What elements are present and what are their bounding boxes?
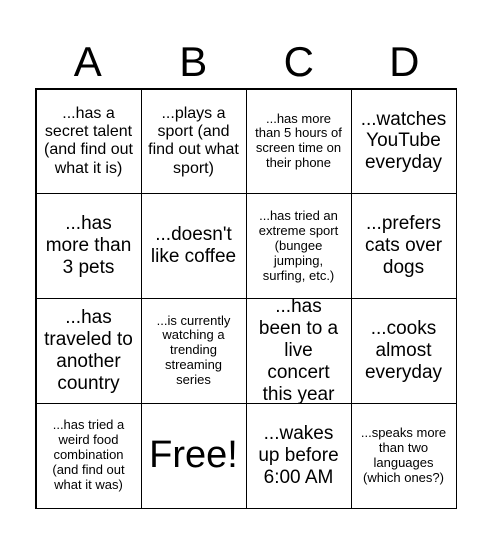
- bingo-cell[interactable]: ...prefers cats over dogs: [351, 193, 457, 299]
- bingo-cell[interactable]: ...has tried an extreme sport (bungee jumping, surfing, etc.): [246, 193, 352, 299]
- bingo-cell[interactable]: ...has more than 5 hours of screen time on their phone: [246, 89, 352, 195]
- bingo-cell[interactable]: ...has traveled to another country: [36, 298, 142, 404]
- bingo-cell[interactable]: ...wakes up before 6:00 AM: [246, 403, 352, 509]
- bingo-cell[interactable]: ...doesn't like coffee: [141, 193, 247, 299]
- bingo-cell[interactable]: ...watches YouTube everyday: [351, 89, 457, 195]
- bingo-header: [35, 36, 457, 88]
- bingo-cell[interactable]: ...has more than 3 pets: [36, 193, 142, 299]
- bingo-cell[interactable]: ...has tried a weird food combination (and find out what it was): [36, 403, 142, 509]
- bingo-cell[interactable]: ...plays a sport (and find out what sport): [141, 89, 247, 195]
- bingo-grid: [35, 88, 457, 509]
- bingo-cell[interactable]: ...has been to a live concert this year: [246, 298, 352, 404]
- bingo-cell[interactable]: ...cooks almost everyday: [351, 298, 457, 404]
- bingo-cell[interactable]: ...speaks more than two languages (which ones?): [351, 403, 457, 509]
- column-letter-c: C: [283, 38, 314, 85]
- free-space-cell[interactable]: Free!: [141, 403, 247, 509]
- bingo-cell[interactable]: ...is currently watching a trending streaming series: [141, 298, 247, 404]
- column-letter-a: A: [73, 38, 102, 85]
- bingo-cell[interactable]: ...has a secret talent (and find out what it is): [36, 89, 142, 195]
- column-letter-d: D: [389, 38, 420, 85]
- column-letter-b: B: [179, 38, 208, 85]
